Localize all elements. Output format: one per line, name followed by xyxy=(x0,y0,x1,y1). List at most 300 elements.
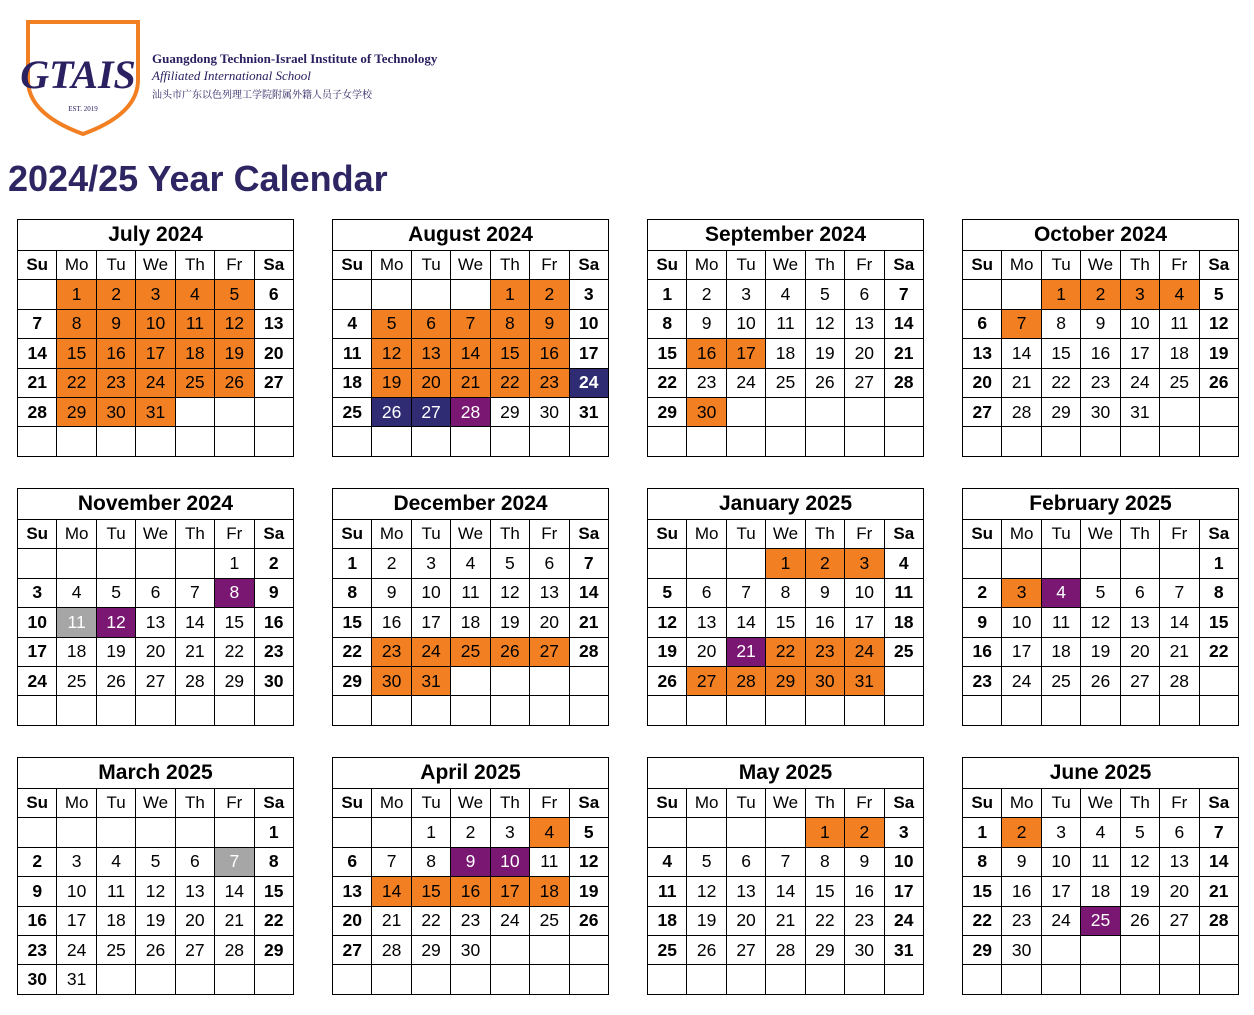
day-cell: 24 xyxy=(136,368,175,397)
day-cell: 19 xyxy=(1120,877,1159,906)
empty-cell xyxy=(530,666,569,695)
weekday-header: Sa xyxy=(884,520,923,549)
empty-cell xyxy=(333,965,372,994)
weekday-header: Tu xyxy=(96,789,135,818)
day-cell: 28 xyxy=(175,666,214,695)
day-cell: 23 xyxy=(845,906,884,935)
empty-cell xyxy=(175,965,214,994)
empty-cell xyxy=(687,965,726,994)
empty-cell xyxy=(1199,965,1238,994)
day-cell: 1 xyxy=(254,818,293,847)
month-february-2025 xyxy=(962,488,1239,726)
day-cell: 15 xyxy=(766,608,805,637)
weekday-header: Th xyxy=(1120,251,1159,280)
empty-cell xyxy=(1081,696,1120,725)
empty-cell xyxy=(726,397,765,426)
day-cell: 12 xyxy=(215,309,254,338)
day-cell: 26 xyxy=(1081,666,1120,695)
day-cell: 22 xyxy=(963,906,1002,935)
day-cell: 20 xyxy=(254,339,293,368)
empty-cell xyxy=(726,549,765,578)
weekday-header: Tu xyxy=(411,520,450,549)
day-cell: 9 xyxy=(845,847,884,876)
day-cell: 1 xyxy=(490,280,529,309)
weekday-header: We xyxy=(451,251,490,280)
day-cell: 24 xyxy=(1002,666,1041,695)
day-cell: 17 xyxy=(411,608,450,637)
weekday-header: Fr xyxy=(215,789,254,818)
day-cell: 21 xyxy=(569,608,608,637)
day-cell: 9 xyxy=(530,309,569,338)
day-cell: 13 xyxy=(136,608,175,637)
day-cell: 6 xyxy=(175,847,214,876)
day-cell: 11 xyxy=(175,309,214,338)
school-subtitle: Affiliated International School xyxy=(152,68,311,83)
day-cell: 12 xyxy=(136,877,175,906)
day-cell: 2 xyxy=(1081,280,1120,309)
day-cell: 28 xyxy=(451,397,490,426)
month-title: January 2025 xyxy=(648,489,924,520)
empty-cell xyxy=(1199,935,1238,964)
day-cell: 15 xyxy=(215,608,254,637)
day-cell: 8 xyxy=(648,309,687,338)
empty-cell xyxy=(766,965,805,994)
empty-cell xyxy=(648,818,687,847)
weekday-header: Mo xyxy=(372,251,411,280)
day-cell: 13 xyxy=(254,309,293,338)
weekday-header: We xyxy=(766,520,805,549)
day-cell: 3 xyxy=(411,549,450,578)
day-cell: 8 xyxy=(1199,578,1238,607)
day-cell: 6 xyxy=(963,309,1002,338)
day-cell: 24 xyxy=(569,368,608,397)
day-cell: 12 xyxy=(569,847,608,876)
day-cell: 29 xyxy=(254,935,293,964)
empty-cell xyxy=(136,549,175,578)
empty-cell xyxy=(254,427,293,456)
weekday-header: Su xyxy=(333,251,372,280)
day-cell: 3 xyxy=(726,280,765,309)
day-cell: 6 xyxy=(333,847,372,876)
empty-cell xyxy=(530,965,569,994)
day-cell: 8 xyxy=(254,847,293,876)
day-cell: 9 xyxy=(18,877,57,906)
day-cell: 7 xyxy=(1160,578,1199,607)
day-cell: 6 xyxy=(1120,578,1159,607)
empty-cell xyxy=(845,696,884,725)
weekday-header: Fr xyxy=(845,251,884,280)
day-cell: 2 xyxy=(963,578,1002,607)
day-cell: 5 xyxy=(648,578,687,607)
day-cell: 30 xyxy=(805,666,844,695)
day-cell: 30 xyxy=(1081,397,1120,426)
day-cell: 2 xyxy=(1002,818,1041,847)
day-cell: 26 xyxy=(136,935,175,964)
month-title: May 2025 xyxy=(648,758,924,789)
empty-cell xyxy=(805,427,844,456)
day-cell: 29 xyxy=(766,666,805,695)
day-cell: 17 xyxy=(884,877,923,906)
weekday-header: Tu xyxy=(726,251,765,280)
weekday-header: Th xyxy=(490,520,529,549)
day-cell: 27 xyxy=(687,666,726,695)
day-cell: 27 xyxy=(845,368,884,397)
empty-cell xyxy=(18,549,57,578)
day-cell: 8 xyxy=(490,309,529,338)
day-cell: 18 xyxy=(1081,877,1120,906)
empty-cell xyxy=(57,549,96,578)
empty-cell xyxy=(1120,965,1159,994)
month-title: July 2024 xyxy=(18,220,294,251)
day-cell: 15 xyxy=(333,608,372,637)
day-cell: 19 xyxy=(96,637,135,666)
day-cell: 11 xyxy=(648,877,687,906)
day-cell: 6 xyxy=(136,578,175,607)
day-cell: 23 xyxy=(254,637,293,666)
day-cell: 3 xyxy=(1041,818,1080,847)
day-cell: 21 xyxy=(1160,637,1199,666)
day-cell: 26 xyxy=(569,906,608,935)
day-cell: 8 xyxy=(963,847,1002,876)
day-cell: 7 xyxy=(451,309,490,338)
day-cell: 27 xyxy=(963,397,1002,426)
day-cell: 24 xyxy=(18,666,57,695)
weekday-header: Fr xyxy=(530,251,569,280)
day-cell: 20 xyxy=(333,906,372,935)
empty-cell xyxy=(1160,549,1199,578)
weekday-header: Su xyxy=(963,251,1002,280)
day-cell: 4 xyxy=(1081,818,1120,847)
weekday-header: Th xyxy=(490,251,529,280)
day-cell: 29 xyxy=(215,666,254,695)
weekday-header: Th xyxy=(805,789,844,818)
day-cell: 8 xyxy=(766,578,805,607)
day-cell: 24 xyxy=(1120,368,1159,397)
day-cell: 26 xyxy=(490,637,529,666)
day-cell: 31 xyxy=(136,397,175,426)
day-cell: 2 xyxy=(372,549,411,578)
day-cell: 26 xyxy=(1199,368,1238,397)
day-cell: 29 xyxy=(805,935,844,964)
day-cell: 23 xyxy=(1081,368,1120,397)
empty-cell xyxy=(1002,280,1041,309)
month-june-2025 xyxy=(962,757,1239,995)
empty-cell xyxy=(18,696,57,725)
day-cell: 18 xyxy=(648,906,687,935)
day-cell: 19 xyxy=(1081,637,1120,666)
day-cell: 16 xyxy=(530,339,569,368)
empty-cell xyxy=(215,427,254,456)
empty-cell xyxy=(569,965,608,994)
month-march-2025 xyxy=(17,757,294,995)
empty-cell xyxy=(845,427,884,456)
empty-cell xyxy=(569,696,608,725)
day-cell: 3 xyxy=(1120,280,1159,309)
day-cell: 13 xyxy=(1160,847,1199,876)
day-cell: 15 xyxy=(648,339,687,368)
empty-cell xyxy=(1120,935,1159,964)
empty-cell xyxy=(1160,965,1199,994)
day-cell: 14 xyxy=(726,608,765,637)
empty-cell xyxy=(18,280,57,309)
empty-cell xyxy=(254,696,293,725)
weekday-header: Sa xyxy=(884,789,923,818)
empty-cell xyxy=(490,965,529,994)
day-cell: 16 xyxy=(96,339,135,368)
empty-cell xyxy=(57,818,96,847)
month-august-2024 xyxy=(332,219,609,457)
day-cell: 2 xyxy=(530,280,569,309)
day-cell: 11 xyxy=(1160,309,1199,338)
empty-cell xyxy=(648,427,687,456)
day-cell: 29 xyxy=(1041,397,1080,426)
month-title: August 2024 xyxy=(333,220,609,251)
empty-cell xyxy=(1081,935,1120,964)
day-cell: 22 xyxy=(490,368,529,397)
empty-cell xyxy=(687,427,726,456)
day-cell: 19 xyxy=(215,339,254,368)
empty-cell xyxy=(1160,696,1199,725)
day-cell: 19 xyxy=(372,368,411,397)
day-cell: 25 xyxy=(1041,666,1080,695)
day-cell: 31 xyxy=(57,965,96,994)
day-cell: 15 xyxy=(963,877,1002,906)
empty-cell xyxy=(333,427,372,456)
month-january-2025 xyxy=(647,488,924,726)
empty-cell xyxy=(884,696,923,725)
day-cell: 5 xyxy=(96,578,135,607)
weekday-header: Th xyxy=(805,251,844,280)
weekday-header: Su xyxy=(18,251,57,280)
day-cell: 13 xyxy=(175,877,214,906)
day-cell: 2 xyxy=(805,549,844,578)
empty-cell xyxy=(1081,965,1120,994)
weekday-header: We xyxy=(136,789,175,818)
day-cell: 28 xyxy=(884,368,923,397)
day-cell: 24 xyxy=(884,906,923,935)
day-cell: 30 xyxy=(18,965,57,994)
day-cell: 25 xyxy=(57,666,96,695)
day-cell: 22 xyxy=(1199,637,1238,666)
weekday-header: Su xyxy=(18,520,57,549)
day-cell: 31 xyxy=(569,397,608,426)
day-cell: 8 xyxy=(805,847,844,876)
weekday-header: Mo xyxy=(687,520,726,549)
day-cell: 13 xyxy=(726,877,765,906)
month-title: October 2024 xyxy=(963,220,1239,251)
day-cell: 19 xyxy=(687,906,726,935)
empty-cell xyxy=(136,965,175,994)
day-cell: 11 xyxy=(333,339,372,368)
weekday-header: Mo xyxy=(1002,520,1041,549)
empty-cell xyxy=(215,397,254,426)
day-cell: 21 xyxy=(1199,877,1238,906)
weekday-header: We xyxy=(451,520,490,549)
month-november-2024 xyxy=(17,488,294,726)
day-cell: 29 xyxy=(963,935,1002,964)
weekday-header: Th xyxy=(1120,520,1159,549)
day-cell: 22 xyxy=(805,906,844,935)
day-cell: 5 xyxy=(372,309,411,338)
empty-cell xyxy=(766,427,805,456)
day-cell: 18 xyxy=(451,608,490,637)
empty-cell xyxy=(1199,696,1238,725)
day-cell: 1 xyxy=(1041,280,1080,309)
day-cell: 3 xyxy=(490,818,529,847)
day-cell: 23 xyxy=(18,935,57,964)
day-cell: 11 xyxy=(1081,847,1120,876)
weekday-header: Fr xyxy=(215,251,254,280)
day-cell: 11 xyxy=(530,847,569,876)
day-cell: 14 xyxy=(18,339,57,368)
day-cell: 25 xyxy=(766,368,805,397)
day-cell: 4 xyxy=(884,549,923,578)
weekday-header: Mo xyxy=(372,789,411,818)
day-cell: 7 xyxy=(175,578,214,607)
weekday-header: Fr xyxy=(530,520,569,549)
day-cell: 21 xyxy=(175,637,214,666)
empty-cell xyxy=(490,666,529,695)
empty-cell xyxy=(1199,666,1238,695)
empty-cell xyxy=(687,549,726,578)
day-cell: 3 xyxy=(569,280,608,309)
school-name-block xyxy=(152,50,437,104)
empty-cell xyxy=(18,818,57,847)
day-cell: 18 xyxy=(57,637,96,666)
day-cell: 16 xyxy=(845,877,884,906)
day-cell: 28 xyxy=(215,935,254,964)
day-cell: 7 xyxy=(1199,818,1238,847)
empty-cell xyxy=(1002,549,1041,578)
empty-cell xyxy=(1081,427,1120,456)
weekday-header: Su xyxy=(963,520,1002,549)
day-cell: 4 xyxy=(451,549,490,578)
day-cell: 18 xyxy=(96,906,135,935)
day-cell: 27 xyxy=(333,935,372,964)
day-cell: 24 xyxy=(57,935,96,964)
day-cell: 4 xyxy=(175,280,214,309)
day-cell: 30 xyxy=(372,666,411,695)
weekday-header: Sa xyxy=(569,251,608,280)
empty-cell xyxy=(648,549,687,578)
month-title: June 2025 xyxy=(963,758,1239,789)
day-cell: 9 xyxy=(963,608,1002,637)
day-cell: 29 xyxy=(648,397,687,426)
day-cell: 27 xyxy=(726,935,765,964)
day-cell: 24 xyxy=(411,637,450,666)
empty-cell xyxy=(451,280,490,309)
day-cell: 19 xyxy=(569,877,608,906)
day-cell: 7 xyxy=(18,309,57,338)
weekday-header: Mo xyxy=(687,251,726,280)
weekday-header: Fr xyxy=(1160,251,1199,280)
day-cell: 19 xyxy=(648,637,687,666)
day-cell: 30 xyxy=(1002,935,1041,964)
day-cell: 18 xyxy=(1041,637,1080,666)
weekday-header: Sa xyxy=(569,520,608,549)
day-cell: 4 xyxy=(530,818,569,847)
logo-est: EST. 2019 xyxy=(68,105,98,113)
weekday-header: Th xyxy=(175,251,214,280)
day-cell: 28 xyxy=(766,935,805,964)
empty-cell xyxy=(57,427,96,456)
empty-cell xyxy=(845,397,884,426)
weekday-header: Mo xyxy=(1002,789,1041,818)
empty-cell xyxy=(805,696,844,725)
weekday-header: Su xyxy=(648,789,687,818)
day-cell: 12 xyxy=(1199,309,1238,338)
day-cell: 25 xyxy=(648,935,687,964)
weekday-header: Th xyxy=(805,520,844,549)
day-cell: 14 xyxy=(372,877,411,906)
day-cell: 23 xyxy=(805,637,844,666)
weekday-header: Th xyxy=(175,789,214,818)
weekday-header: Sa xyxy=(254,251,293,280)
weekday-header: Sa xyxy=(254,520,293,549)
day-cell: 13 xyxy=(333,877,372,906)
empty-cell xyxy=(136,427,175,456)
month-title: February 2025 xyxy=(963,489,1239,520)
day-cell: 13 xyxy=(530,578,569,607)
empty-cell xyxy=(1199,397,1238,426)
day-cell: 3 xyxy=(1002,578,1041,607)
empty-cell xyxy=(805,965,844,994)
weekday-header: We xyxy=(451,789,490,818)
day-cell: 16 xyxy=(1002,877,1041,906)
day-cell: 1 xyxy=(963,818,1002,847)
empty-cell xyxy=(96,427,135,456)
empty-cell xyxy=(1002,427,1041,456)
day-cell: 18 xyxy=(530,877,569,906)
weekday-header: Su xyxy=(333,520,372,549)
empty-cell xyxy=(175,818,214,847)
day-cell: 5 xyxy=(490,549,529,578)
day-cell: 16 xyxy=(1081,339,1120,368)
day-cell: 26 xyxy=(1120,906,1159,935)
empty-cell xyxy=(372,696,411,725)
day-cell: 26 xyxy=(805,368,844,397)
day-cell: 5 xyxy=(1199,280,1238,309)
weekday-header: Sa xyxy=(569,789,608,818)
empty-cell xyxy=(451,666,490,695)
page-title: 2024/25 Year Calendar xyxy=(8,158,388,199)
day-cell: 12 xyxy=(1120,847,1159,876)
day-cell: 20 xyxy=(845,339,884,368)
empty-cell xyxy=(96,549,135,578)
day-cell: 27 xyxy=(254,368,293,397)
logo-text: GTAIS xyxy=(20,52,136,97)
day-cell: 27 xyxy=(530,637,569,666)
empty-cell xyxy=(963,280,1002,309)
day-cell: 6 xyxy=(687,578,726,607)
weekday-header: Sa xyxy=(884,251,923,280)
day-cell: 21 xyxy=(18,368,57,397)
day-cell: 10 xyxy=(57,877,96,906)
day-cell: 30 xyxy=(451,935,490,964)
day-cell: 17 xyxy=(845,608,884,637)
day-cell: 23 xyxy=(530,368,569,397)
day-cell: 18 xyxy=(884,608,923,637)
day-cell: 28 xyxy=(1199,906,1238,935)
empty-cell xyxy=(254,397,293,426)
empty-cell xyxy=(1002,696,1041,725)
day-cell: 25 xyxy=(884,637,923,666)
day-cell: 29 xyxy=(57,397,96,426)
empty-cell xyxy=(963,965,1002,994)
empty-cell xyxy=(254,965,293,994)
day-cell: 10 xyxy=(1041,847,1080,876)
day-cell: 10 xyxy=(18,608,57,637)
